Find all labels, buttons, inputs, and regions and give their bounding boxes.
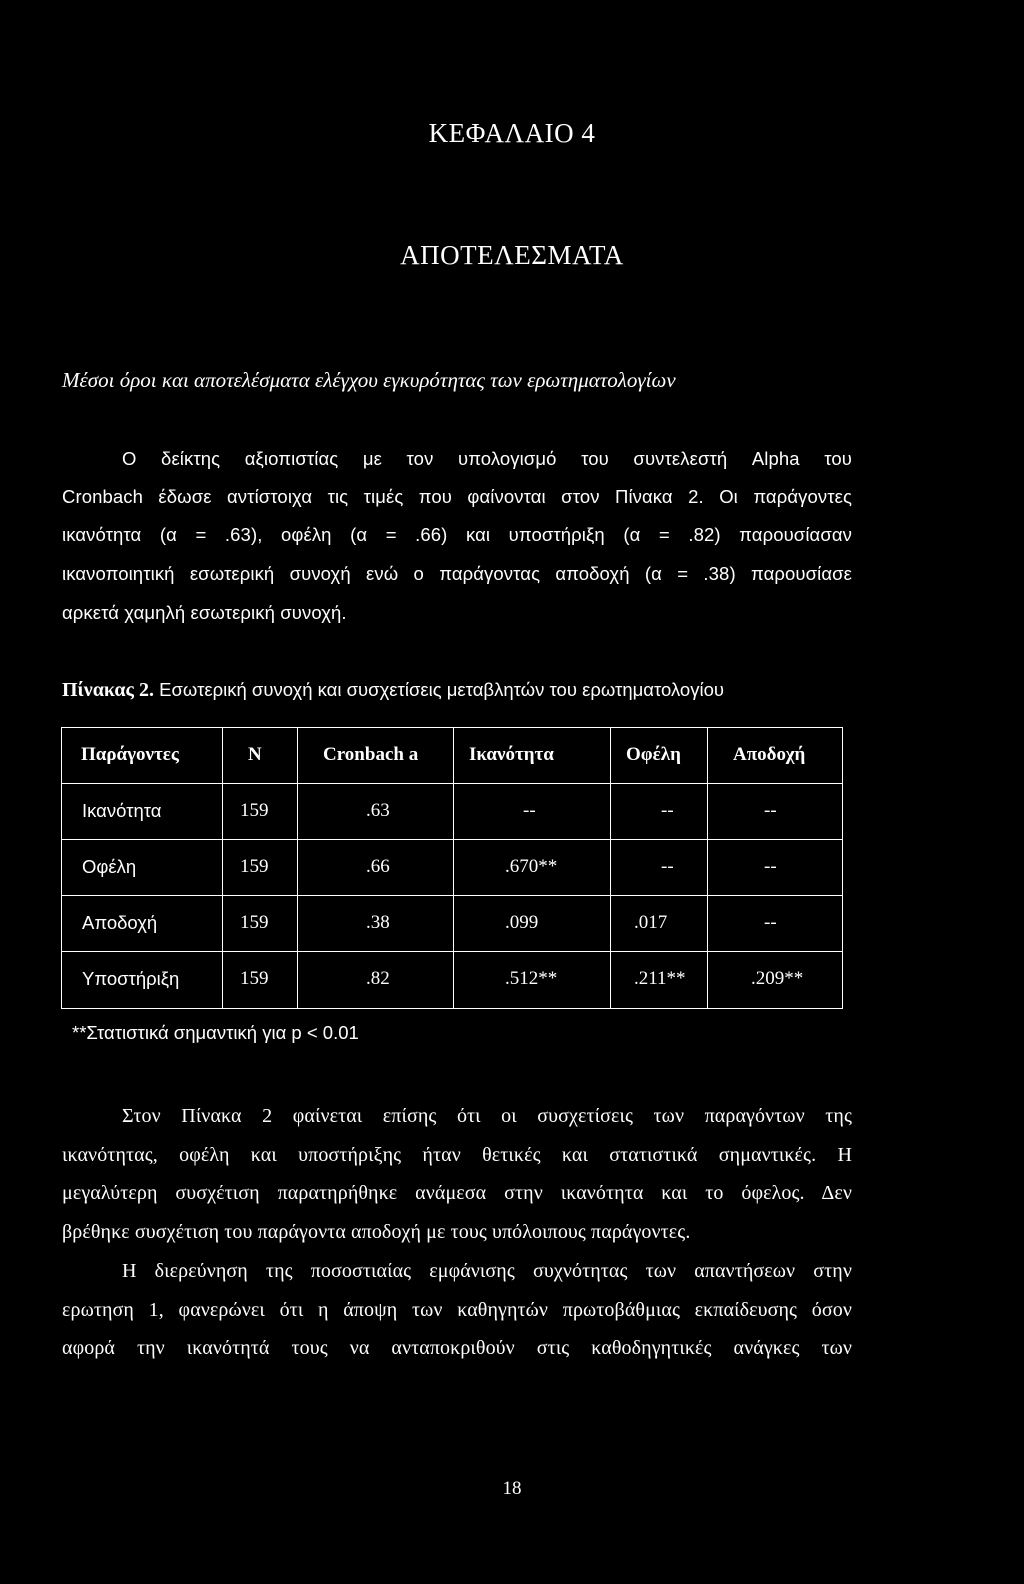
table-cell: Ικανότητα bbox=[82, 800, 162, 821]
table-cell: Υποστήριξη bbox=[82, 968, 180, 989]
table-cell: .670** bbox=[505, 856, 558, 877]
paragraph-line: Ο δείκτης αξιοπιστίας με τον υπολογισμό του συντελεστή Alpha του bbox=[122, 448, 852, 469]
table-border bbox=[61, 895, 843, 896]
table-header-cell: Ικανότητα bbox=[469, 744, 554, 765]
table-cell: .63 bbox=[366, 800, 390, 821]
table-header-cell: N bbox=[248, 744, 262, 765]
table-border bbox=[61, 839, 843, 840]
paragraph-line: Η διερεύνηση της ποσοστιαίας εμφάνισης συχνότητας των απαντήσεων στην bbox=[122, 1260, 852, 1282]
table-header-cell: Οφέλη bbox=[626, 744, 681, 765]
table-cell: -- bbox=[523, 800, 536, 821]
table-cell: .82 bbox=[366, 968, 390, 989]
table-cell: -- bbox=[661, 800, 674, 821]
paragraph-line: βρέθηκε συσχέτιση του παράγοντα αποδοχή με τους υπόλοιπους παράγοντες. bbox=[62, 1221, 691, 1243]
paragraph-line: ικανότητα (α = .63), οφέλη (α = .66) και υποστήριξη (α = .82) παρουσίασαν bbox=[62, 524, 852, 545]
table-header-cell: Παράγοντες bbox=[81, 744, 179, 765]
table-footnote: **Στατιστικά σημαντική για p < 0.01 bbox=[72, 1022, 359, 1043]
paragraph-line: ερωτηση 1, φανερώνει ότι η άποψη των καθηγητών πρωτοβάθμιας εκπαίδευσης όσον bbox=[62, 1299, 852, 1321]
results-title: ΑΠΟΤΕΛΕΣΜΑΤΑ bbox=[400, 240, 624, 270]
table-cell: 159 bbox=[240, 856, 269, 877]
table-caption-label: Πίνακας 2. bbox=[62, 679, 154, 701]
table-caption-text: Εσωτερική συνοχή και συσχετίσεις μεταβλητών του ερωτηματολογίου bbox=[153, 679, 724, 700]
table-cell: Αποδοχή bbox=[82, 912, 158, 933]
correlation-table bbox=[61, 727, 843, 1009]
table-cell: .209** bbox=[751, 968, 804, 989]
table-cell: .66 bbox=[366, 856, 390, 877]
paragraph-line: Στον Πίνακα 2 φαίνεται επίσης ότι οι συσχετίσεις των παραγόντων της bbox=[122, 1105, 852, 1127]
paragraph-line: ικανότητας, οφέλη και υποστήριξης ήταν θετικές και στατιστικά σημαντικές. Η bbox=[62, 1144, 852, 1166]
table-cell: -- bbox=[764, 856, 777, 877]
paragraph-line: μεγαλύτερη συσχέτιση παρατηρήθηκε ανάμεσα στην ικανότητα και το όφελος. Δεν bbox=[62, 1182, 852, 1204]
paragraph-line: ικανοποιητική εσωτερική συνοχή ενώ ο παράγοντας αποδοχή (α = .38) παρουσίασε bbox=[62, 563, 852, 584]
table-cell: Οφέλη bbox=[82, 856, 137, 877]
table-border bbox=[453, 727, 454, 1009]
table-cell: -- bbox=[661, 856, 674, 877]
table-cell: .017 bbox=[634, 912, 668, 933]
table-caption bbox=[62, 679, 724, 702]
table-cell: -- bbox=[764, 912, 777, 933]
page-number: 18 bbox=[502, 1478, 522, 1499]
table-cell: 159 bbox=[240, 912, 269, 933]
table-border bbox=[61, 783, 843, 784]
table-border bbox=[61, 727, 62, 1009]
table-border bbox=[610, 727, 611, 1009]
paragraph-line: Cronbach έδωσε αντίστοιχα τις τιμές που φαίνονται στον Πίνακα 2. Οι παράγοντες bbox=[62, 486, 852, 507]
section-heading: Μέσοι όροι και αποτελέσματα ελέγχου εγκυρότητας των ερωτηματολογίων bbox=[62, 368, 676, 392]
paragraph-line: αρκετά χαμηλή εσωτερική συνοχή. bbox=[62, 602, 347, 623]
table-header-cell: Αποδοχή bbox=[733, 744, 806, 765]
table-cell: 159 bbox=[240, 968, 269, 989]
table-border bbox=[842, 727, 843, 1009]
table-border bbox=[222, 727, 223, 1009]
table-cell: .512** bbox=[505, 968, 558, 989]
table-cell: .38 bbox=[366, 912, 390, 933]
table-border bbox=[297, 727, 298, 1009]
table-cell: 159 bbox=[240, 800, 269, 821]
table-border bbox=[61, 1008, 843, 1009]
table-cell: -- bbox=[764, 800, 777, 821]
table-cell: .099 bbox=[505, 912, 539, 933]
table-border bbox=[707, 727, 708, 1009]
paragraph-line: αφορά την ικανότητά τους να ανταποκριθούν στις καθοδηγητικές ανάγκες των bbox=[62, 1337, 852, 1359]
table-header-cell: Cronbach a bbox=[323, 744, 419, 765]
table-cell: .211** bbox=[634, 968, 686, 989]
chapter-title: ΚΕΦΑΛΑΙΟ 4 bbox=[428, 118, 596, 148]
